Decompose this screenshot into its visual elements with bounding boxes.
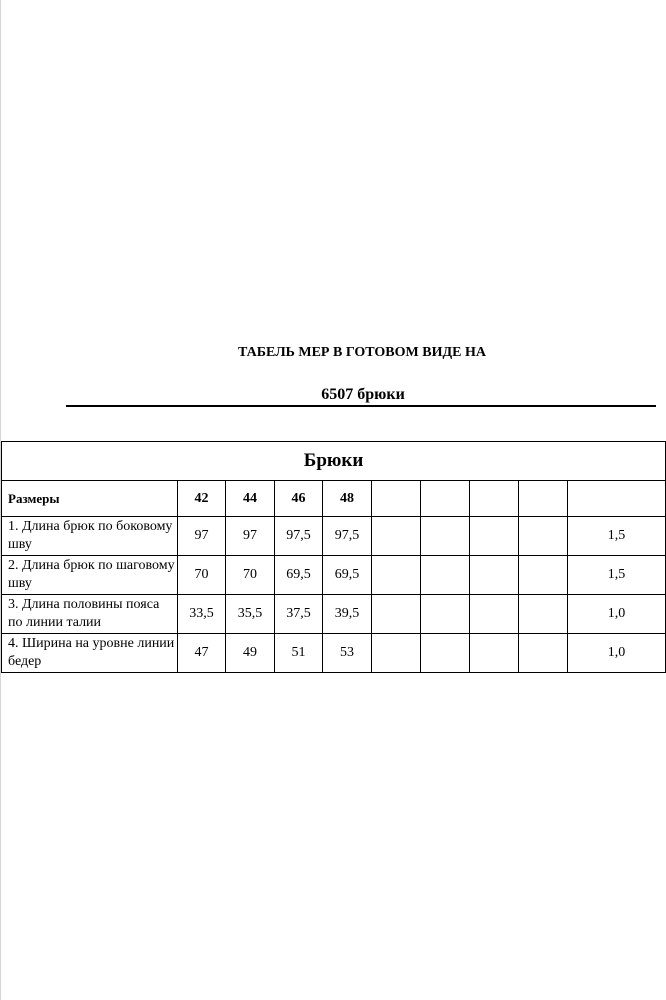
- sizes-row: [2, 481, 666, 517]
- document-subtitle: 6507 брюки: [321, 386, 405, 403]
- empty-cell: [421, 634, 470, 673]
- empty-cell: [519, 481, 568, 517]
- measurement-value: 97,5: [323, 517, 372, 556]
- measurement-value: 47: [178, 634, 226, 673]
- document-title: ТАБЕЛЬ МЕР В ГОТОВОМ ВИДЕ НА: [238, 345, 486, 360]
- empty-cell: [470, 595, 519, 634]
- measurement-value: 37,5: [275, 595, 323, 634]
- empty-cell: [470, 517, 519, 556]
- size-header: 46: [275, 481, 323, 517]
- table-row: [2, 595, 666, 634]
- tolerance-value: 1,0: [568, 634, 666, 673]
- measurement-value: 33,5: [178, 595, 226, 634]
- measurement-value: 39,5: [323, 595, 372, 634]
- measurement-value: 97: [226, 517, 275, 556]
- table-heading-row: [2, 442, 666, 481]
- size-header: 44: [226, 481, 275, 517]
- measurement-value: 97,5: [275, 517, 323, 556]
- tolerance-value: 1,0: [568, 595, 666, 634]
- title-underline: [66, 405, 656, 407]
- empty-cell: [421, 595, 470, 634]
- empty-cell: [470, 556, 519, 595]
- measurement-name: 2. Длина брюк по шаговому шву: [2, 556, 178, 595]
- measurement-value: 49: [226, 634, 275, 673]
- measurement-name: 4. Ширина на уровне линии бедер: [2, 634, 178, 673]
- measurement-name: 3. Длина половины пояса по линии талии: [2, 595, 178, 634]
- empty-cell: [470, 634, 519, 673]
- measurements-table: [1, 441, 666, 673]
- measurement-value: 51: [275, 634, 323, 673]
- measurement-value: 69,5: [323, 556, 372, 595]
- empty-cell: [519, 595, 568, 634]
- measurement-name: 1. Длина брюк по боковому шву: [2, 517, 178, 556]
- empty-cell: [372, 481, 421, 517]
- empty-cell: [421, 517, 470, 556]
- table-row: [2, 556, 666, 595]
- empty-cell: [519, 556, 568, 595]
- measurement-value: 35,5: [226, 595, 275, 634]
- empty-cell: [568, 481, 666, 517]
- empty-cell: [470, 481, 519, 517]
- measurement-value: 69,5: [275, 556, 323, 595]
- empty-cell: [372, 556, 421, 595]
- empty-cell: [372, 595, 421, 634]
- empty-cell: [519, 634, 568, 673]
- measurement-value: 70: [178, 556, 226, 595]
- measurement-value: 53: [323, 634, 372, 673]
- size-header: 42: [178, 481, 226, 517]
- size-header: 48: [323, 481, 372, 517]
- table-heading: Брюки: [2, 442, 666, 481]
- measurement-value: 70: [226, 556, 275, 595]
- measurement-value: 97: [178, 517, 226, 556]
- empty-cell: [421, 556, 470, 595]
- tolerance-value: 1,5: [568, 556, 666, 595]
- sizes-label: Размеры: [2, 481, 178, 517]
- table-row: [2, 517, 666, 556]
- table-row: [2, 634, 666, 673]
- empty-cell: [519, 517, 568, 556]
- empty-cell: [372, 517, 421, 556]
- empty-cell: [421, 481, 470, 517]
- empty-cell: [372, 634, 421, 673]
- tolerance-value: 1,5: [568, 517, 666, 556]
